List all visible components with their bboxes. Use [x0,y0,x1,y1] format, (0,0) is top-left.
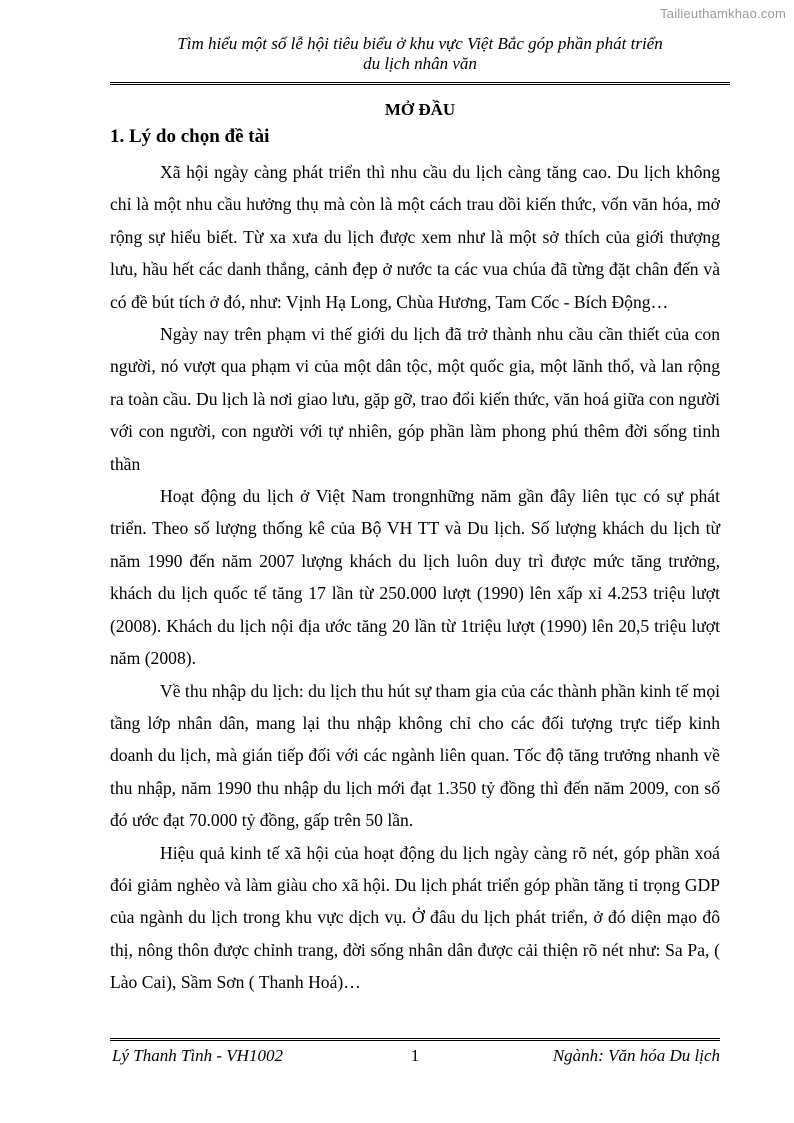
page-number: 1 [410,1046,420,1065]
footer-major: Ngành: Văn hóa Du lịch [552,1046,720,1065]
section-heading: 1. Lý do chọn đề tài [110,126,270,147]
header-divider [110,82,730,85]
header-line-2: du lịch nhân văn [363,54,477,73]
paragraph-5: Hiệu quả kinh tế xã hội của hoạt động du lịch ngày càng rõ nét, góp phần xoá đói giảm nghèo và làm giàu cho xã hội. Du lịch phát triển góp phần tăng tỉ trọng GDP của ngành du lịch trong khu vực dịch vụ. Ở đâu du lịch phát triển, ở đó diện mạo đô thị, nông thôn được chỉnh trang, đời sống nhân dân được cải thiện rõ nét như: Sa Pa, ( Lào Cai), Sầm Sơn ( Thanh Hoá)… [110,842,720,993]
page-title: MỞ ĐẦU [384,100,456,119]
watermark: Tailieuthamkhao.com [660,6,786,21]
footer-author: Lý Thanh Tình - VH1002 [112,1046,283,1065]
footer-divider [110,1038,720,1041]
header-line-1: Tìm hiểu một số lễ hội tiêu biểu ở khu vực Việt Bắc góp phần phát triển [177,34,663,53]
paragraph-2: Ngày nay trên phạm vi thế giới du lịch đã trở thành nhu cầu cần thiết của con người, nó vượt qua phạm vi của một dân tộc, một quốc gia, một lãnh thổ, và lan rộng ra toàn cầu. Du lịch là nơi giao lưu, gặp gỡ, trao đổi kiến thức, văn hoá giữa con người với con người, con người với tự nhiên, góp phần làm phong phú thêm đời sống tinh thần [110,324,720,474]
paragraph-4: Về thu nhập du lịch: du lịch thu hút sự tham gia của các thành phần kinh tế mọi tầng lớp nhân dân, mang lại thu nhập không chỉ cho các đối tượng trực tiếp kinh doanh du lịch, mà gián tiếp đối với các ngành liên quan. Tốc độ tăng trưởng nhanh về thu nhập, năm 1990 thu nhập du lịch mới đạt 1.350 tỷ đồng thì đến năm 2009, con số đó ước đạt 70.000 tỷ đồng, gấp trên 50 lần. [110,680,720,831]
paragraph-1: Xã hội ngày càng phát triển thì nhu cầu du lịch càng tăng cao. Du lịch không chỉ là một nhu cầu hưởng thụ mà còn là một cách trau dồi kiến thức, vốn văn hóa, mở rộng sự hiểu biết. Từ xa xưa du lịch được xem như là một sở thích của giới thượng lưu, hầu hết các danh thắng, cảnh đẹp ở nước ta các vua chúa đã từng đặt chân đến và có đề bút tích ở đó, như: Vịnh Hạ Long, Chùa Hương, Tam Cốc - Bích Động… [110,162,720,312]
body-text [110,156,720,999]
paragraph-3: Hoạt động du lịch ở Việt Nam trongnhững năm gần đây liên tục có sự phát triển. Theo số lượng thống kê của Bộ VH TT và Du lịch. Số lượng khách du lịch từ năm 1990 đến năm 2007 lượng khách du lịch luôn duy trì được mức tăng trưởng, khách du lịch quốc tế tăng 17 lần từ 250.000 lượt (1990) lên xấp xỉ 4.253 triệu lượt (2008). Khách du lịch nội địa ước tăng 20 lần từ 1triệu lượt (1990) lên 20,5 triệu lượt năm (2008). [110,486,720,669]
running-header [110,34,730,74]
